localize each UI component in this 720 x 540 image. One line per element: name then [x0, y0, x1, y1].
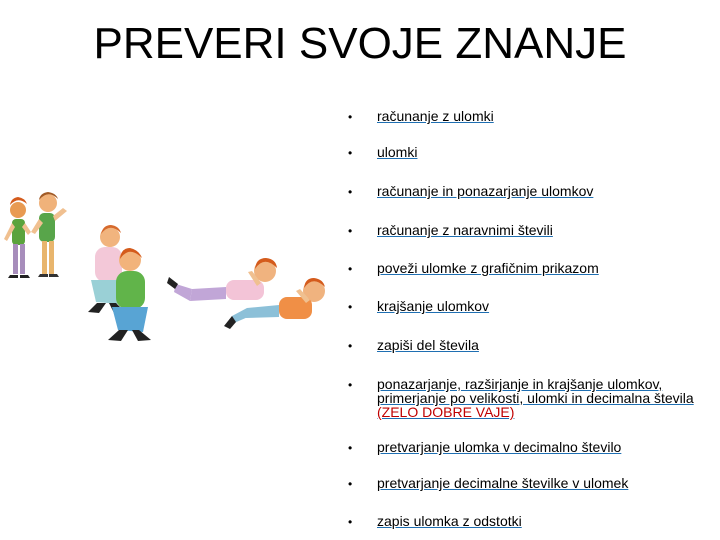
list-item: [348, 476, 708, 492]
list-item: [348, 109, 708, 125]
standing-boy-illustration: [4, 197, 31, 278]
list-item: [348, 145, 708, 161]
bullet-point: •: [348, 477, 353, 491]
bullet-point: •: [348, 110, 353, 124]
exercise-link[interactable]: pretvarjanje ulomka v decimalno število: [377, 439, 622, 455]
exercise-link[interactable]: [377, 377, 707, 419]
exercise-link[interactable]: krajšanje ulomkov: [377, 298, 490, 314]
lying-girl-illustration: [167, 258, 277, 301]
bullet-point: •: [348, 146, 353, 160]
exercise-link[interactable]: računanje in ponazarjanje ulomkov: [377, 183, 594, 199]
exercise-link-label: ponazarjanje, razširjanje in krajšanje ulomkov, primerjanje po velikosti, ulomki in decimalna števila: [377, 376, 694, 406]
bullet-point: •: [348, 185, 353, 199]
exercise-link[interactable]: pretvarjanje decimalne številke v ulomek: [377, 475, 629, 491]
bullet-point: •: [348, 441, 353, 455]
list-item: [348, 223, 708, 239]
bullet-point: •: [348, 262, 353, 276]
exercise-link[interactable]: poveži ulomke z grafičnim prikazom: [377, 260, 599, 276]
exercise-link[interactable]: računanje z ulomki: [377, 108, 494, 124]
exercise-link[interactable]: zapiši del števila: [377, 337, 479, 353]
exercise-link[interactable]: računanje z naravnimi števili: [377, 222, 553, 238]
list-item: [348, 377, 708, 421]
bullet-point: •: [348, 339, 353, 353]
exercise-note: (ZELO DOBRE VAJE): [377, 404, 515, 420]
list-item: [348, 184, 708, 200]
seated-children-illustration: [88, 225, 151, 341]
list-item: [348, 514, 708, 530]
list-item: [348, 440, 708, 456]
list-item: [348, 299, 708, 315]
children-reading-illustration: [0, 180, 330, 350]
exercise-link[interactable]: ulomki: [377, 144, 418, 160]
exercise-link[interactable]: zapis ulomka z odstotki: [377, 513, 522, 529]
standing-child-illustration: [31, 192, 67, 277]
list-item: [348, 338, 708, 354]
page-title: PREVERI SVOJE ZNANJE: [93, 19, 627, 68]
list-item: [348, 261, 708, 277]
bullet-point: •: [348, 378, 353, 392]
bullet-point: •: [348, 515, 353, 529]
bullet-point: •: [348, 300, 353, 314]
bullet-point: •: [348, 224, 353, 238]
